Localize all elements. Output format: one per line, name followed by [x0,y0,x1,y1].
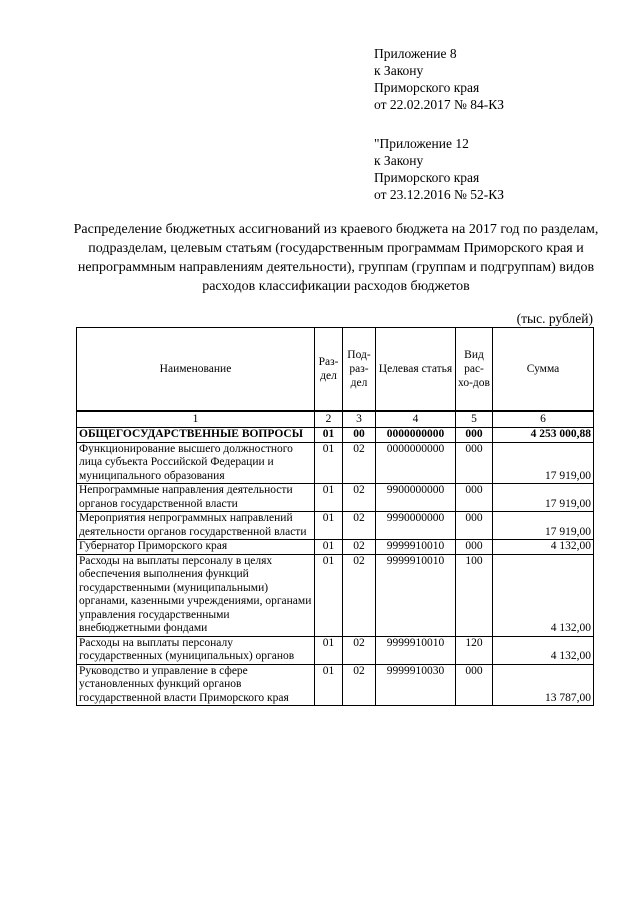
col-header-sum: Сумма [493,328,594,412]
column-number-row [77,411,594,428]
row-sum: 17 919,00 [493,442,594,484]
row-vid: 000 [456,540,493,555]
row-razdel: 01 [315,484,343,512]
col-number: 5 [456,411,493,428]
row-sum: 4 132,00 [493,636,594,664]
annex-12-line2: к Закону [374,153,424,168]
table-row [77,540,594,555]
units-label: (тыс. рублей) [516,311,593,326]
row-razdel: 01 [315,554,343,636]
row-target: 9900000000 [376,484,456,512]
row-razdel: 01 [315,442,343,484]
row-podrazdel: 00 [343,428,376,443]
row-sum: 17 919,00 [493,484,594,512]
budget-table [76,327,594,706]
row-podrazdel: 02 [343,540,376,555]
row-vid: 000 [456,484,493,512]
col-number: 3 [343,411,376,428]
document-title: Распределение бюджетных ассигнований из краевого бюджета на 2017 год по разделам, подразделам, целевым статьям (государственным программам Приморского края и непрограммным направлениям деятельности), группам (группам и подгруппам) видов расходов классификации расходов бюджетов [73,222,599,294]
table-row [77,428,594,443]
annex-8-header [374,45,504,113]
row-vid: 000 [456,664,493,706]
row-sum: 13 787,00 [493,664,594,706]
row-razdel: 01 [315,664,343,706]
row-target: 9999910010 [376,636,456,664]
row-target: 9999910030 [376,664,456,706]
row-sum: 4 132,00 [493,540,594,555]
row-name: Функционирование высшего должностного лица субъекта Российской Федерации и муниципального образования [77,442,315,484]
col-number: 4 [376,411,456,428]
col-header-podrazdel: Под-раз-дел [343,328,376,412]
row-podrazdel: 02 [343,512,376,540]
annex-8-line4: от 22.02.2017 № 84-КЗ [374,97,504,112]
col-number: 2 [315,411,343,428]
annex-12-line4: от 23.12.2016 № 52-КЗ [374,187,504,202]
col-number: 1 [77,411,315,428]
row-vid: 000 [456,442,493,484]
row-name: Расходы на выплаты персоналу в целях обеспечения выполнения функций государственными (муниципальными) органами, казенными учреждениями, органами управления государственными внебюджетными фондами [77,554,315,636]
row-vid: 100 [456,554,493,636]
row-vid: 120 [456,636,493,664]
annex-12-header [374,135,504,203]
annex-12-line3: Приморского края [374,170,480,185]
row-target: 0000000000 [376,428,456,443]
row-name: Непрограммные направления деятельности органов государственной власти [77,484,315,512]
row-razdel: 01 [315,428,343,443]
row-podrazdel: 02 [343,664,376,706]
annex-8-line1: Приложение 8 [374,46,457,61]
table-row [77,554,594,636]
annex-12-line1: "Приложение 12 [374,136,469,151]
row-name: Руководство и управление в сфере установленных функций органов государственной власти Приморского края [77,664,315,706]
row-target: 0000000000 [376,442,456,484]
row-razdel: 01 [315,540,343,555]
row-vid: 000 [456,428,493,443]
row-razdel: 01 [315,636,343,664]
col-number: 6 [493,411,594,428]
row-target: 9999910010 [376,554,456,636]
row-podrazdel: 02 [343,554,376,636]
row-podrazdel: 02 [343,636,376,664]
row-name: ОБЩЕГОСУДАРСТВЕННЫЕ ВОПРОСЫ [77,428,315,443]
row-podrazdel: 02 [343,484,376,512]
table-row [77,484,594,512]
row-name: Расходы на выплаты персоналу государственных (муниципальных) органов [77,636,315,664]
table-row [77,512,594,540]
row-razdel: 01 [315,512,343,540]
row-target: 9999910010 [376,540,456,555]
row-sum: 4 132,00 [493,554,594,636]
row-sum: 17 919,00 [493,512,594,540]
annex-8-line2: к Закону [374,63,424,78]
col-header-razdel: Раз-дел [315,328,343,412]
row-name: Мероприятия непрограммных направлений деятельности органов государственной власти [77,512,315,540]
row-podrazdel: 02 [343,442,376,484]
table-header-row [77,328,594,412]
annex-8-line3: Приморского края [374,80,480,95]
col-header-name: Наименование [77,328,315,412]
table-row [77,442,594,484]
col-header-vid: Вид рас-хо-дов [456,328,493,412]
table-row [77,636,594,664]
table-row [77,664,594,706]
row-vid: 000 [456,512,493,540]
row-name: Губернатор Приморского края [77,540,315,555]
row-target: 9990000000 [376,512,456,540]
col-header-target: Целевая статья [376,328,456,412]
row-sum: 4 253 000,88 [493,428,594,443]
